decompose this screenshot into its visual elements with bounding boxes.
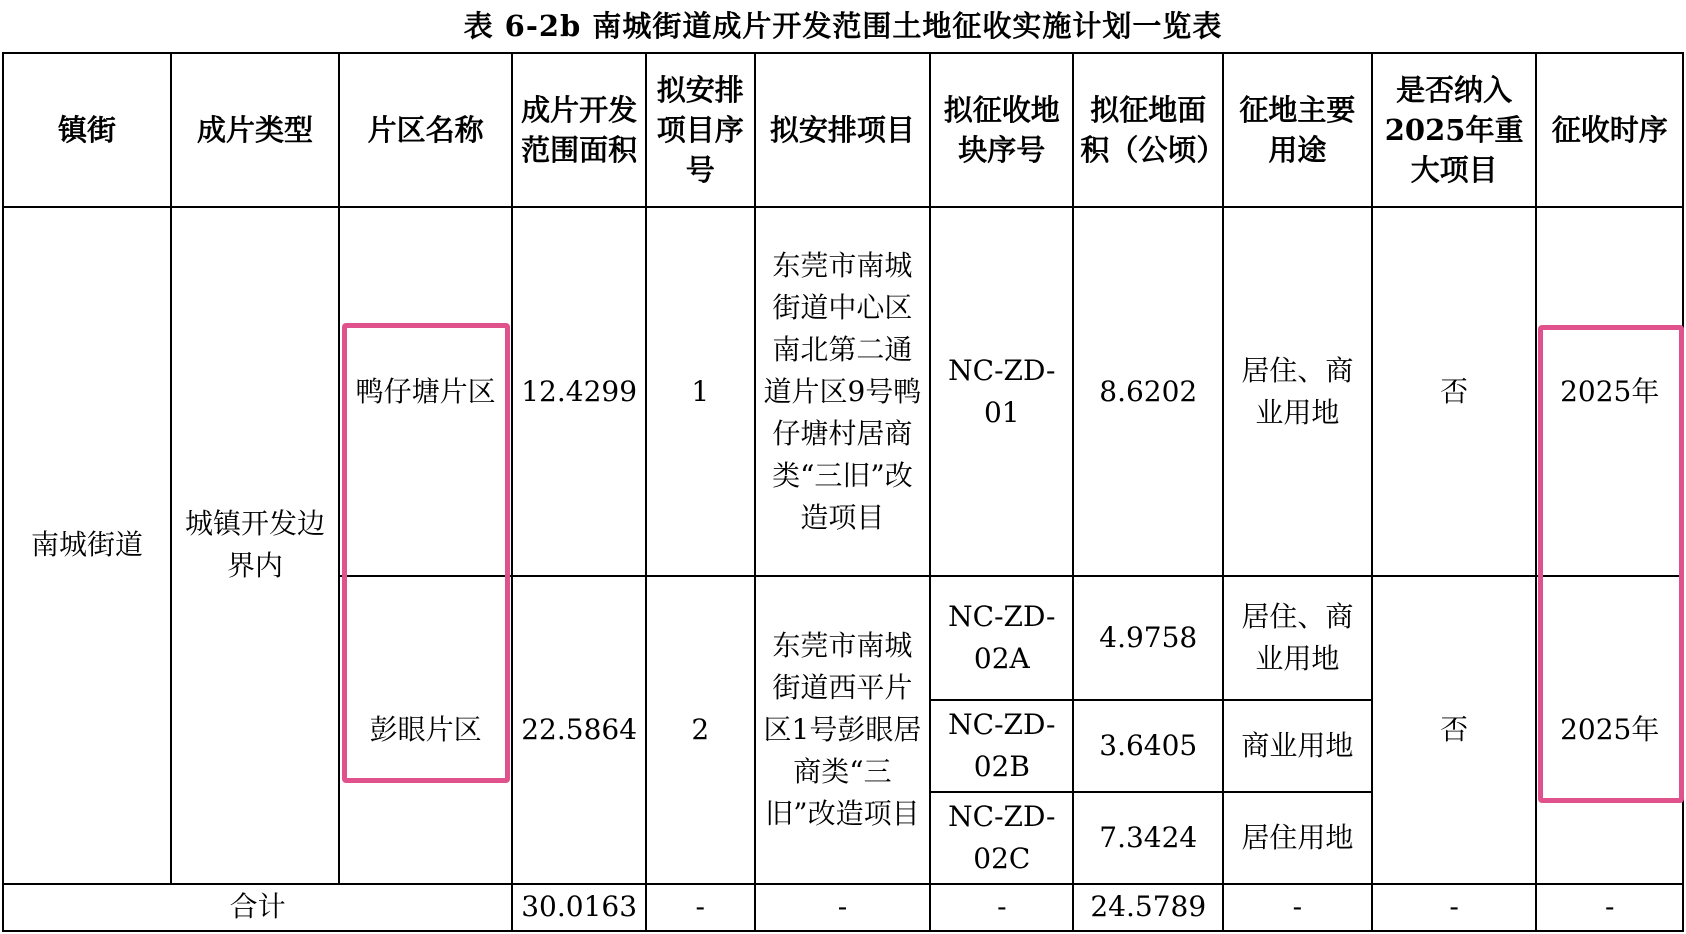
cell-town: 南城街道 — [3, 207, 171, 884]
cell-proj-1: 东莞市南城街道中心区南北第二通道片区9号鸭仔塘村居商类“三旧”改造项目 — [755, 207, 931, 576]
cell-use-2a: 居住、商业用地 — [1223, 576, 1372, 700]
header-use: 征地主要用途 — [1223, 53, 1372, 207]
header-major: 是否纳入2025年重大项目 — [1372, 53, 1537, 207]
total-major: - — [1372, 884, 1537, 931]
cell-use-1: 居住、商业用地 — [1223, 207, 1372, 576]
cell-major-2: 否 — [1372, 576, 1537, 884]
header-plot-area: 拟征地面积（公顷） — [1073, 53, 1223, 207]
header-time: 征收时序 — [1536, 53, 1683, 207]
cell-time-2: 2025年 — [1536, 576, 1683, 884]
header-proj: 拟安排项目 — [755, 53, 931, 207]
cell-time-1: 2025年 — [1536, 207, 1683, 576]
header-proj-no: 拟安排项目序号 — [646, 53, 755, 207]
cell-use-2c: 居住用地 — [1223, 792, 1372, 884]
total-row — [3, 884, 1683, 931]
header-type: 成片类型 — [171, 53, 339, 207]
cell-proj-no-1: 1 — [646, 207, 755, 576]
table-row — [3, 207, 1683, 576]
cell-major-1: 否 — [1372, 207, 1537, 576]
header-town: 镇街 — [3, 53, 171, 207]
header-zone: 片区名称 — [339, 53, 512, 207]
cell-plot-area-1: 8.6202 — [1073, 207, 1223, 576]
cell-use-2b: 商业用地 — [1223, 700, 1372, 792]
cell-plot-area-2a: 4.9758 — [1073, 576, 1223, 700]
cell-zone-1: 鸭仔塘片区 — [339, 207, 512, 576]
header-area: 成片开发范围面积 — [512, 53, 646, 207]
land-acquisition-table — [2, 52, 1684, 932]
cell-plot-no-1: NC-ZD-01 — [930, 207, 1073, 576]
total-plot-no: - — [930, 884, 1073, 931]
cell-type: 城镇开发边界内 — [171, 207, 339, 884]
cell-proj-2: 东莞市南城街道西平片区1号彭眼居商类“三旧”改造项目 — [755, 576, 931, 884]
cell-plot-no-2a: NC-ZD-02A — [930, 576, 1073, 700]
cell-area-1: 12.4299 — [512, 207, 646, 576]
total-proj-no: - — [646, 884, 755, 931]
cell-proj-no-2: 2 — [646, 576, 755, 884]
total-area: 30.0163 — [512, 884, 646, 931]
cell-zone-2: 彭眼片区 — [339, 576, 512, 884]
cell-plot-no-2c: NC-ZD-02C — [930, 792, 1073, 884]
total-proj: - — [755, 884, 931, 931]
total-label: 合计 — [3, 884, 512, 931]
cell-area-2: 22.5864 — [512, 576, 646, 884]
total-use: - — [1223, 884, 1372, 931]
total-time: - — [1536, 884, 1683, 931]
cell-plot-area-2c: 7.3424 — [1073, 792, 1223, 884]
table-title: 表 6-2b 南城街道成片开发范围土地征收实施计划一览表 — [463, 9, 1223, 43]
header-plot-no: 拟征收地块序号 — [930, 53, 1073, 207]
total-plot-area: 24.5789 — [1073, 884, 1223, 931]
cell-plot-no-2b: NC-ZD-02B — [930, 700, 1073, 792]
cell-plot-area-2b: 3.6405 — [1073, 700, 1223, 792]
